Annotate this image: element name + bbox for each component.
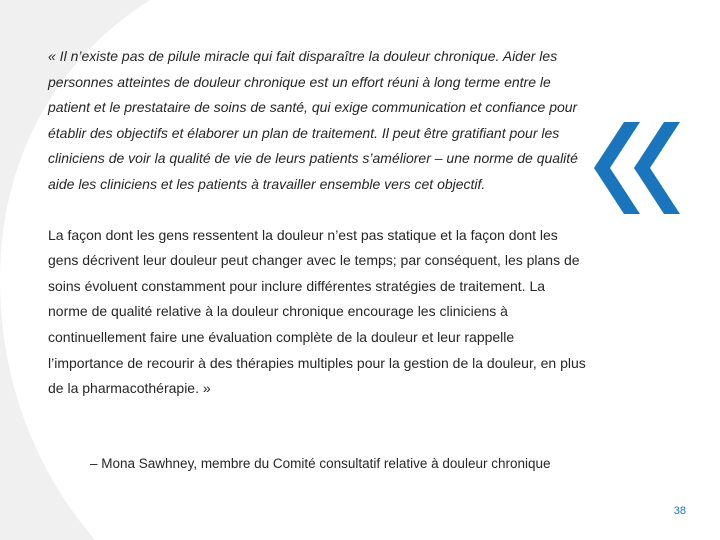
- quote-block: [48, 44, 588, 402]
- quote-attribution: – Mona Sawhney, membre du Comité consultatif relative à douleur chronique: [90, 456, 551, 471]
- quote-paragraph-2: La façon dont les gens ressentent la douleur n’est pas statique et la façon dont les gens décrivent leur douleur peut changer avec le temps; par conséquent, les plans de soins évoluent constamment pour inclure différentes stratégies de traitement. La norme de qualité relative à la douleur chronique encourage les cliniciens à continuellement faire une évaluation complète de la douleur et leur rappelle l’importance de recourir à des thérapies multiples pour la gestion de la douleur, en plus de la pharmacothérapie. »: [48, 226, 586, 397]
- page-number: 38: [673, 505, 686, 517]
- quote-mark-icon: [592, 122, 692, 214]
- quote-paragraph-1: « Il n’existe pas de pilule miracle qui fait disparaître la douleur chronique. Aider les personnes atteintes de douleur chronique est un effort réuni à long terme entre le patient et le prestataire de soins de santé, qui exige communication et confiance pour établir des objectifs et élaborer un plan de traitement. Il peut être gratifiant pour les cliniciens de voir la qualité de vie de leurs patients s’améliorer – une norme de qualité aide les cliniciens et les patients à travailler ensemble vers cet objectif.: [48, 48, 578, 192]
